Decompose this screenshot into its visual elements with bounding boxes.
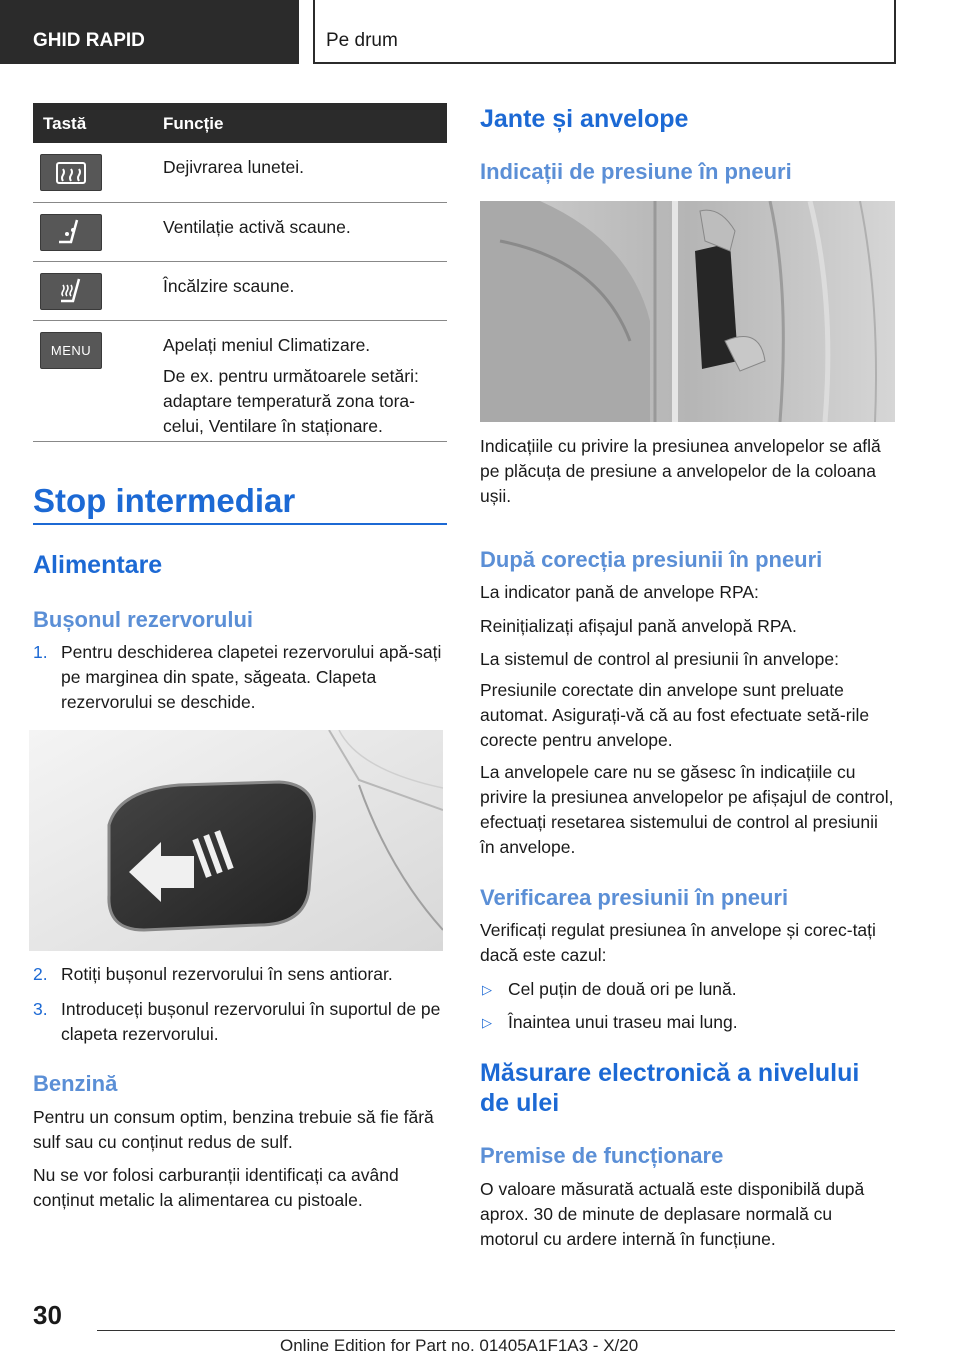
table-col-key: Tastă xyxy=(43,114,87,133)
rear-window-defrost-icon xyxy=(40,154,102,191)
bullet-text: Înaintea unui traseu mai lung. xyxy=(508,1012,738,1032)
heading-alimentare: Alimentare xyxy=(33,551,163,579)
header-chapter-box xyxy=(313,0,896,64)
table-row xyxy=(33,143,447,203)
header-section-title: GHID RAPID xyxy=(33,30,145,51)
paragraph: Pentru un consum optim, benzina trebuie să fie fără sulf sau cu conținut redus de sulf. xyxy=(33,1107,434,1152)
table-row xyxy=(33,262,447,321)
heading-jante: Jante și anvelope xyxy=(480,105,689,133)
table-row xyxy=(33,321,447,442)
table-col-function: Funcție xyxy=(163,114,224,133)
heading-indicatii: Indicații de presiune în pneuri xyxy=(480,159,792,184)
footer-edition: Online Edition for Part no. 01405A1F1A3 - X/20 xyxy=(280,1336,639,1355)
seat-ventilation-icon xyxy=(40,214,102,251)
page-number: 30 xyxy=(33,1300,62,1330)
row-text: Ventilație activă scaune. xyxy=(163,217,351,237)
fuel-flap-illustration xyxy=(29,730,443,951)
step-text: Rotiți bușonul rezervorului în sens antiorar. xyxy=(61,964,393,984)
paragraph: Presiunile corectate din anvelope sunt preluate automat. Asigurați-vă că au fost efectuate setă-rile corecte pentru anvelope. xyxy=(480,680,870,750)
bullet-text: Cel puțin de două ori pe lună. xyxy=(508,979,737,999)
row-text-line: De ex. pentru următoarele setări: adaptare temperatură zona tora-celui, Ventilare în staționare. xyxy=(163,366,419,436)
step-text: Introduceți bușonul rezervorului în suportul de pe clapeta rezervorului. xyxy=(61,999,441,1044)
heading-stop-intermediar: Stop intermediar xyxy=(33,482,296,519)
bullet-triangle-icon: ▷ xyxy=(482,982,492,997)
paragraph: La anvelopele care nu se găsesc în indicațiile cu privire la presiunea anvelopelor pe afișajul de control, efectuați resetarea sistemului de control al presiunii în anvelope. xyxy=(480,762,894,857)
footer-rule xyxy=(97,1330,895,1331)
row-text-line: Apelați meniul Climatizare. xyxy=(163,335,371,355)
step-text: Pentru deschiderea clapetei rezervorului apă-sați pe marginea din spate, săgeata. Clapeta rezervorului se deschide. xyxy=(61,642,442,712)
heading-verificarea: Verificarea presiunii în pneuri xyxy=(480,885,789,910)
heading-benzina: Benzină xyxy=(33,1071,118,1096)
seat-heating-icon xyxy=(40,273,102,310)
bullet-triangle-icon: ▷ xyxy=(482,1015,492,1030)
header-section-tab xyxy=(0,0,299,64)
paragraph: Reinițializați afișajul pană anvelopă RPA. xyxy=(480,616,797,636)
paragraph: O valoare măsurată actuală este disponibilă după aprox. 30 de minute de deplasare normală cu motorul cu ardere internă în funcțiune. xyxy=(480,1179,865,1249)
row-text: Încălzire scaune. xyxy=(163,276,295,296)
row-text: Dejivrarea lunetei. xyxy=(163,157,305,177)
heading-busonul: Bușonul rezervorului xyxy=(33,607,254,632)
row-text xyxy=(163,333,448,439)
paragraph: Indicațiile cu privire la presiunea anvelopelor se află pe plăcuța de presiune a anvelopelor de la coloana ușii. xyxy=(480,436,881,506)
step-number: 3. xyxy=(33,999,48,1019)
heading-premise: Premise de funcționare xyxy=(480,1143,724,1168)
paragraph: La sistemul de control al presiunii în anvelope: xyxy=(480,649,839,669)
step-number: 1. xyxy=(33,642,48,662)
door-pillar-illustration xyxy=(480,201,895,422)
paragraph: Verificați regulat presiunea în anvelope și corec-tați dacă este cazul: xyxy=(480,920,876,965)
heading-dupa-corectia: După corecția presiunii în pneuri xyxy=(480,547,823,572)
table-row xyxy=(33,203,447,262)
table-header xyxy=(33,103,447,143)
paragraph: La indicator pană de anvelope RPA: xyxy=(480,582,759,602)
step-number: 2. xyxy=(33,964,48,984)
heading-masurare: Măsurare electronică a nivelului de ulei xyxy=(480,1059,860,1117)
heading-rule xyxy=(33,523,447,525)
menu-button-icon: MENU xyxy=(40,332,102,369)
header-chapter-title: Pe drum xyxy=(326,30,398,51)
paragraph: Nu se vor folosi carburanții identificați ca având conținut metalic la alimentarea cu pistoale. xyxy=(33,1165,399,1210)
